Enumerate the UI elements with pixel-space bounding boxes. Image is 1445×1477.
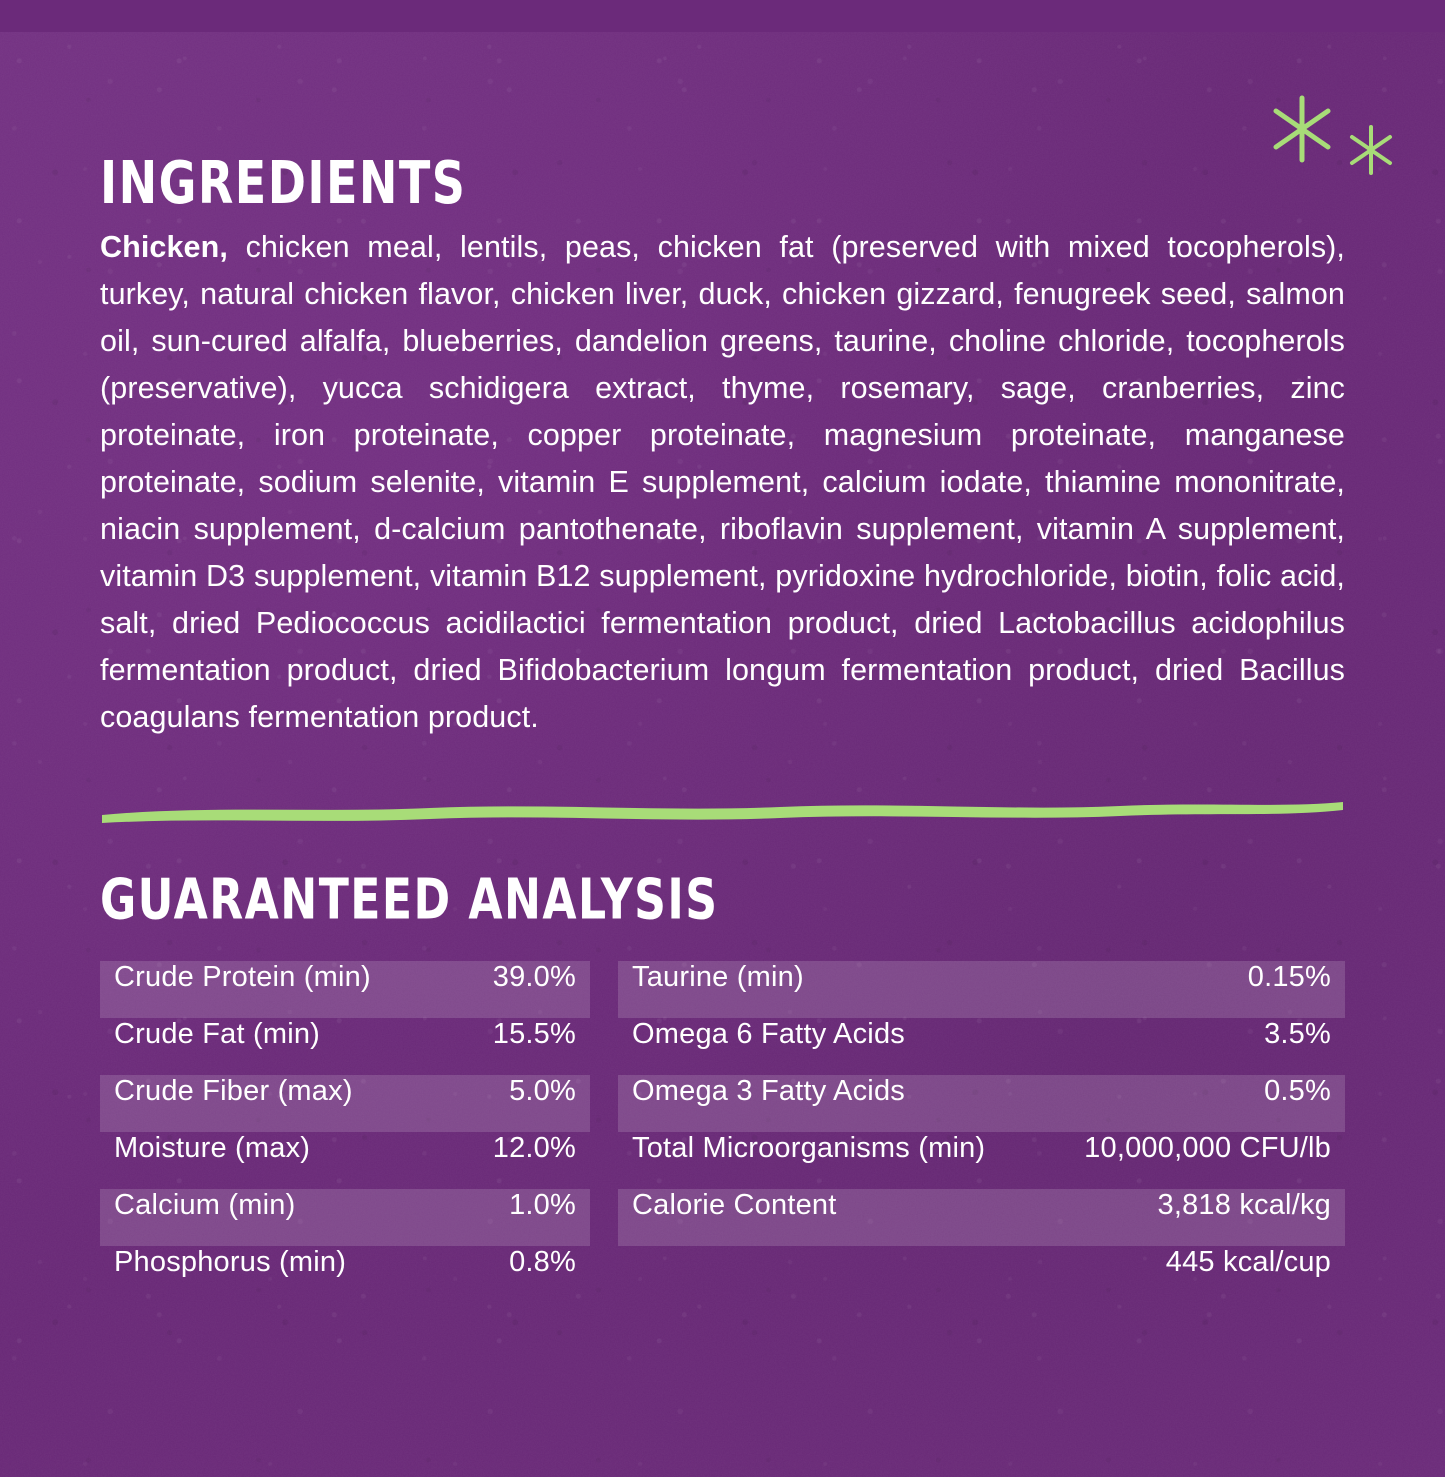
- table-row: [618, 961, 1345, 1018]
- analysis-value: 5.0%: [509, 1074, 576, 1107]
- divider: [100, 793, 1345, 827]
- table-row: [100, 961, 590, 1018]
- analysis-value: 445 kcal/cup: [1165, 1245, 1331, 1278]
- analysis-value: 10,000,000 CFU/lb: [1084, 1131, 1331, 1164]
- analysis-label: Omega 6 Fatty Acids: [632, 1017, 905, 1050]
- table-row: [618, 1075, 1345, 1132]
- analysis-label: Crude Fat (min): [114, 1017, 321, 1050]
- table-row: [100, 1018, 590, 1075]
- analysis-value: 0.5%: [1264, 1074, 1331, 1107]
- table-row: [100, 1189, 590, 1246]
- guaranteed-analysis-right-column: [618, 961, 1345, 1303]
- analysis-value: 39.0%: [492, 960, 576, 993]
- table-row: [618, 1018, 1345, 1075]
- brush-stroke-divider-icon: [100, 793, 1345, 827]
- table-row: [618, 1189, 1345, 1246]
- ingredients-text: [100, 224, 1345, 741]
- sparkle-icon: [1348, 124, 1394, 176]
- ingredients-lead-term: Chicken,: [100, 230, 228, 265]
- analysis-label: Taurine (min): [632, 960, 804, 993]
- analysis-value: 12.0%: [492, 1131, 576, 1164]
- analysis-label: Omega 3 Fatty Acids: [632, 1074, 905, 1107]
- analysis-value: 3,818 kcal/kg: [1157, 1188, 1331, 1221]
- sparkle-icon: [1270, 94, 1334, 164]
- analysis-label: Crude Protein (min): [114, 960, 371, 993]
- guaranteed-analysis-table: [100, 961, 1345, 1303]
- table-row: [100, 1132, 590, 1189]
- analysis-label: Phosphorus (min): [114, 1245, 347, 1278]
- analysis-value: 1.0%: [509, 1188, 576, 1221]
- table-row: [618, 1246, 1345, 1303]
- guaranteed-analysis-heading: GUARANTEED ANALYSIS: [100, 865, 719, 932]
- analysis-value: 3.5%: [1264, 1017, 1331, 1050]
- analysis-label: Calorie Content: [632, 1188, 837, 1221]
- analysis-label: Moisture (max): [114, 1131, 311, 1164]
- table-row: [618, 1132, 1345, 1189]
- analysis-label: Calcium (min): [114, 1188, 296, 1221]
- analysis-value: 0.15%: [1247, 960, 1331, 993]
- ingredients-rest: chicken meal, lentils, peas, chicken fat (preserved with mixed tocopherols), turkey, natural chicken flavor, chicken liver, duck, chicken gizzard, fenugreek seed, salmon oil, sun-cured alfalfa, blueberries, dandelion greens, taurine, choline chloride, tocopherols (preservative), yucca schidigera extract, thyme, rosemary, sage, cranberries, zinc proteinate, iron proteinate, copper proteinate, magnesium proteinate, manganese proteinate, sodium selenite, vitamin E supplement, calcium iodate, thiamine mononitrate, niacin supplement, d-calcium pantothenate, riboflavin supplement, vitamin A supplement, vitamin D3 supplement, vitamin B12 supplement, pyridoxine hydrochloride, biotin, folic acid, salt, dried Pediococcus acidilactici fermentation product, dried Lactobacillus acidophilus fermentation product, dried Bifidobacterium longum fermentation product, dried Bacillus coagulans fermentation product.: [100, 230, 1345, 734]
- analysis-label: Total Microorganisms (min): [632, 1131, 986, 1164]
- analysis-value: 0.8%: [509, 1245, 576, 1278]
- table-row: [100, 1075, 590, 1132]
- ingredients-heading: INGREDIENTS: [100, 149, 467, 218]
- table-row: [100, 1246, 590, 1303]
- analysis-label: Crude Fiber (max): [114, 1074, 353, 1107]
- guaranteed-analysis-left-column: [100, 961, 590, 1303]
- analysis-value: 15.5%: [492, 1017, 576, 1050]
